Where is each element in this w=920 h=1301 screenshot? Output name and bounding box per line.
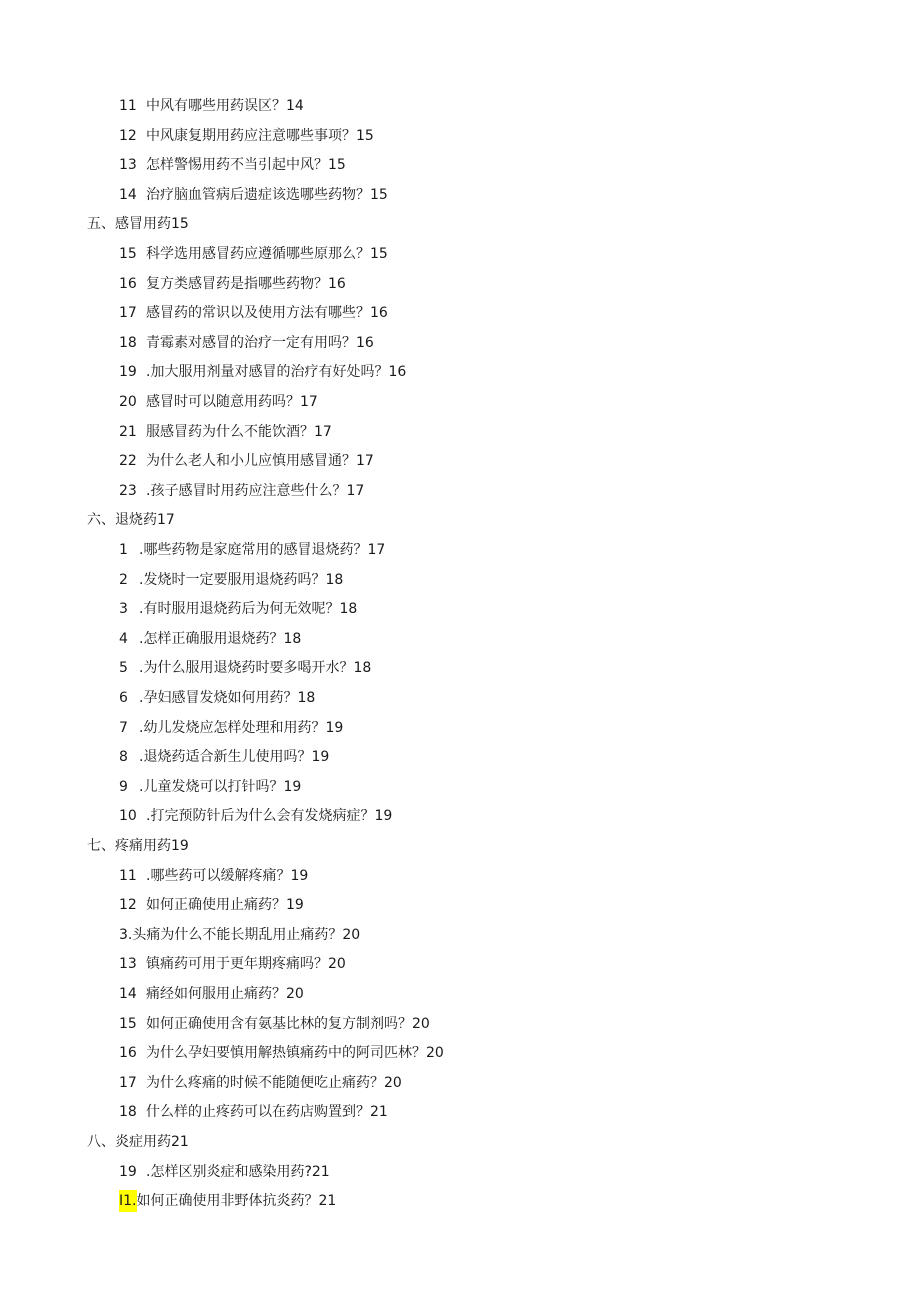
toc-entry bbox=[119, 1190, 336, 1212]
toc-entry-number: 9 bbox=[119, 779, 128, 795]
toc-entry bbox=[119, 953, 346, 975]
toc-entry bbox=[119, 924, 360, 946]
toc-entry bbox=[119, 332, 374, 354]
toc-section-title: 五、感冒用药15 bbox=[87, 216, 189, 232]
toc-section-heading bbox=[87, 835, 189, 857]
toc-entry-number: 3 bbox=[119, 601, 128, 617]
toc-entry bbox=[119, 539, 385, 561]
toc-section-heading bbox=[87, 213, 189, 235]
toc-entry-title: .孩子感冒时用药应注意些什么？17 bbox=[146, 483, 365, 499]
toc-entry-number: 14 bbox=[119, 986, 137, 1002]
toc-entry-number: 15 bbox=[119, 246, 137, 262]
toc-entry bbox=[119, 717, 343, 739]
toc-entry-title: .怎样区别炎症和感染用药?21 bbox=[146, 1164, 330, 1180]
toc-entry-title: .儿童发烧可以打针吗？19 bbox=[139, 779, 302, 795]
toc-entry bbox=[119, 421, 332, 443]
toc-entry-number: 7 bbox=[119, 720, 128, 736]
toc-entry-number: 16 bbox=[119, 1045, 137, 1061]
toc-entry bbox=[119, 302, 388, 324]
toc-entry-number: 19 bbox=[119, 1164, 137, 1180]
toc-entry-number: 8 bbox=[119, 749, 128, 765]
toc-entry-title: 感冒时可以随意用药吗？17 bbox=[146, 394, 318, 410]
toc-entry-number: 17 bbox=[119, 305, 137, 321]
toc-entry-number: 16 bbox=[119, 276, 137, 292]
toc-entry bbox=[119, 184, 388, 206]
toc-entry-number: 13 bbox=[119, 157, 137, 173]
toc-entry-title: 中风有哪些用药误区？14 bbox=[146, 98, 304, 114]
toc-entry-title: 科学选用感冒药应遵循哪些原那么？15 bbox=[146, 246, 388, 262]
toc-section-title: 七、疼痛用药19 bbox=[87, 838, 189, 854]
toc-entry-title: 青霉素对感冒的治疗一定有用吗？16 bbox=[146, 335, 374, 351]
toc-section-heading bbox=[87, 1131, 189, 1153]
toc-entry-title: 3.头痛为什么不能长期乱用止痛药？20 bbox=[119, 927, 361, 943]
toc-entry-title: 如何正确使用止痛药？19 bbox=[146, 897, 304, 913]
toc-entry-number: 17 bbox=[119, 1075, 137, 1091]
toc-entry-title: 为什么疼痛的时候不能随便吃止痛药？20 bbox=[146, 1075, 402, 1091]
toc-section-title: 八、炎症用药21 bbox=[87, 1134, 189, 1150]
toc-entry-title: 为什么孕妇要慎用解热镇痛药中的阿司匹林？20 bbox=[146, 1045, 444, 1061]
toc-entry bbox=[119, 243, 388, 265]
toc-entry-number: 19 bbox=[119, 364, 137, 380]
toc-entry-title: 服感冒药为什么不能饮酒？17 bbox=[146, 424, 332, 440]
toc-section-title: 六、退烧药17 bbox=[87, 512, 175, 528]
toc-entry bbox=[119, 95, 304, 117]
toc-entry-title: .加大服用剂量对感冒的治疗有好处吗？16 bbox=[146, 364, 407, 380]
toc-entry bbox=[119, 1042, 444, 1064]
toc-entry-title: 痛经如何服用止痛药？20 bbox=[146, 986, 304, 1002]
toc-entry-title: .哪些药物是家庭常用的感冒退烧药？17 bbox=[139, 542, 386, 558]
toc-entry bbox=[119, 1161, 330, 1183]
toc-entry bbox=[119, 805, 392, 827]
toc-entry-number: 6 bbox=[119, 690, 128, 706]
toc-entry bbox=[119, 1101, 388, 1123]
toc-section-heading bbox=[87, 509, 175, 531]
toc-entry-number: 21 bbox=[119, 424, 137, 440]
toc-entry-number: 18 bbox=[119, 1104, 137, 1120]
toc-entry bbox=[119, 1013, 430, 1035]
toc-entry-number: 11 bbox=[119, 868, 137, 884]
toc-entry-title: 为什么老人和小儿应慎用感冒通？17 bbox=[146, 453, 374, 469]
toc-entry bbox=[119, 569, 343, 591]
toc-entry-title: .哪些药可以缓解疼痛？19 bbox=[146, 868, 309, 884]
toc-entry-number: 4 bbox=[119, 631, 128, 647]
toc-entry-title: .有时服用退烧药后为何无效呢？18 bbox=[139, 601, 358, 617]
toc-entry bbox=[119, 657, 371, 679]
toc-entry bbox=[119, 865, 308, 887]
toc-entry-number: 10 bbox=[119, 808, 137, 824]
toc-entry-title: 感冒药的常识以及使用方法有哪些？16 bbox=[146, 305, 388, 321]
toc-entry bbox=[119, 598, 357, 620]
toc-entry bbox=[119, 746, 329, 768]
toc-entry-number: 11 bbox=[119, 98, 137, 114]
toc-entry bbox=[119, 361, 406, 383]
toc-entry-number: 1 bbox=[119, 542, 128, 558]
toc-entry bbox=[119, 894, 304, 916]
toc-entry-title: .为什么服用退烧药时要多喝开水？18 bbox=[139, 660, 372, 676]
toc-entry-number: 22 bbox=[119, 453, 137, 469]
toc-entry-title: 怎样警惕用药不当引起中风？15 bbox=[146, 157, 346, 173]
toc-entry-title: 镇痛药可用于更年期疼痛吗？20 bbox=[146, 956, 346, 972]
toc-entry-number: I1. bbox=[119, 1190, 137, 1212]
toc-entry-number: 12 bbox=[119, 897, 137, 913]
toc-entry bbox=[119, 628, 301, 650]
toc-entry bbox=[119, 1072, 402, 1094]
toc-entry-number: 13 bbox=[119, 956, 137, 972]
toc-entry-number: 20 bbox=[119, 394, 137, 410]
toc-entry-title: 如何正确使用含有氨基比林的复方制剂吗？20 bbox=[146, 1016, 430, 1032]
toc-entry-number: 23 bbox=[119, 483, 137, 499]
toc-entry-title: 复方类感冒药是指哪些药物？16 bbox=[146, 276, 346, 292]
toc-entry-number: 14 bbox=[119, 187, 137, 203]
toc-entry-title: .幼儿发烧应怎样处理和用药？19 bbox=[139, 720, 344, 736]
toc-entry bbox=[119, 391, 318, 413]
toc-entry bbox=[119, 273, 346, 295]
toc-entry-title: 治疗脑血管病后遗症该选哪些药物？15 bbox=[146, 187, 388, 203]
toc-entry bbox=[119, 776, 301, 798]
toc-entry-title: .打完预防针后为什么会有发烧病症？19 bbox=[146, 808, 393, 824]
toc-entry-number: 5 bbox=[119, 660, 128, 676]
toc-entry-number: 15 bbox=[119, 1016, 137, 1032]
toc-entry bbox=[119, 687, 315, 709]
toc-entry-title: .孕妇感冒发烧如何用药？18 bbox=[139, 690, 316, 706]
toc-entry-number: 18 bbox=[119, 335, 137, 351]
toc-entry bbox=[119, 450, 374, 472]
toc-entry-title: .发烧时一定要服用退烧药吗？18 bbox=[139, 572, 344, 588]
toc-entry-title: 如何正确使用非野体抗炎药？21 bbox=[136, 1193, 337, 1209]
toc-entry-number: 2 bbox=[119, 572, 128, 588]
toc-entry-title: .怎样正确服用退烧药？18 bbox=[139, 631, 302, 647]
toc-entry bbox=[119, 480, 364, 502]
toc-entry bbox=[119, 983, 304, 1005]
toc-entry-title: 中风康复期用药应注意哪些事项？15 bbox=[146, 128, 374, 144]
toc-entry bbox=[119, 125, 374, 147]
toc-entry bbox=[119, 154, 346, 176]
toc-entry-number: 12 bbox=[119, 128, 137, 144]
toc-entry-title: 什么样的止疼药可以在药店购置到？21 bbox=[146, 1104, 388, 1120]
toc-entry-title: .退烧药适合新生儿使用吗？19 bbox=[139, 749, 330, 765]
